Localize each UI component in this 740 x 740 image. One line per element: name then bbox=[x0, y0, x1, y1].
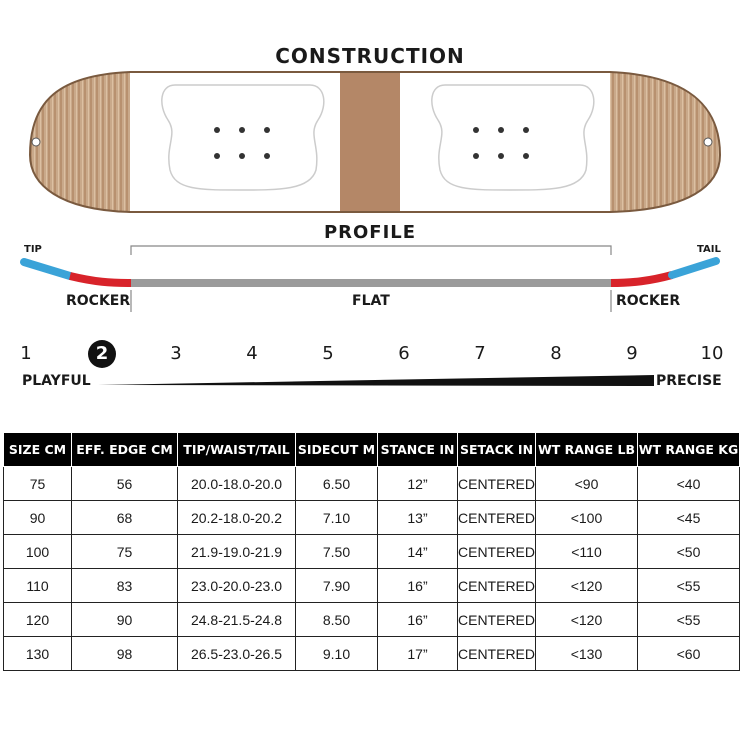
table-cell: 20.0-18.0-20.0 bbox=[178, 467, 296, 501]
scale-number-3: 3 bbox=[170, 343, 182, 364]
table-cell: 7.90 bbox=[296, 569, 378, 603]
column-header: WT RANGE KG bbox=[638, 433, 740, 467]
table-cell: 98 bbox=[72, 637, 178, 671]
column-header: EFF. EDGE CM bbox=[72, 433, 178, 467]
flex-scale bbox=[0, 335, 740, 395]
spec-table bbox=[3, 432, 740, 671]
table-cell: <110 bbox=[536, 535, 638, 569]
table-cell: 14” bbox=[378, 535, 458, 569]
table-cell: 100 bbox=[4, 535, 72, 569]
table-cell: CENTERED bbox=[458, 637, 536, 671]
scale-number-7: 7 bbox=[474, 343, 486, 364]
column-header: WT RANGE LB bbox=[536, 433, 638, 467]
table-row bbox=[4, 603, 740, 637]
construction-title: CONSTRUCTION bbox=[275, 44, 465, 68]
table-cell: <55 bbox=[638, 603, 740, 637]
tip-segment bbox=[24, 262, 70, 276]
scale-number-9: 9 bbox=[626, 343, 638, 364]
tip-label: TIP bbox=[24, 244, 42, 255]
table-cell: CENTERED bbox=[458, 535, 536, 569]
table-cell: 23.0-20.0-23.0 bbox=[178, 569, 296, 603]
table-cell: CENTERED bbox=[458, 603, 536, 637]
left-rocker-label: ROCKER bbox=[66, 293, 131, 309]
table-cell: 17” bbox=[378, 637, 458, 671]
table-cell: 8.50 bbox=[296, 603, 378, 637]
table-cell: 26.5-23.0-26.5 bbox=[178, 637, 296, 671]
table-cell: 90 bbox=[4, 501, 72, 535]
column-header: SIDECUT M bbox=[296, 433, 378, 467]
table-cell: 21.9-19.0-21.9 bbox=[178, 535, 296, 569]
scale-number-8: 8 bbox=[550, 343, 562, 364]
table-cell: 24.8-21.5-24.8 bbox=[178, 603, 296, 637]
table-row bbox=[4, 569, 740, 603]
left-rocker-segment bbox=[70, 276, 131, 283]
table-cell: 16” bbox=[378, 603, 458, 637]
table-cell: 16” bbox=[378, 569, 458, 603]
column-header: TIP/WAIST/TAIL bbox=[178, 433, 296, 467]
tail-label: TAIL bbox=[697, 244, 721, 255]
table-row bbox=[4, 637, 740, 671]
table-row bbox=[4, 467, 740, 501]
table-cell: 7.50 bbox=[296, 535, 378, 569]
table-cell: 56 bbox=[72, 467, 178, 501]
table-cell: CENTERED bbox=[458, 467, 536, 501]
table-cell: <55 bbox=[638, 569, 740, 603]
playful-label: PLAYFUL bbox=[22, 373, 91, 389]
table-cell: <120 bbox=[536, 603, 638, 637]
column-header: SETACK IN bbox=[458, 433, 536, 467]
table-cell: 20.2-18.0-20.2 bbox=[178, 501, 296, 535]
scale-number-6: 6 bbox=[398, 343, 410, 364]
table-cell: <100 bbox=[536, 501, 638, 535]
table-cell: 12” bbox=[378, 467, 458, 501]
table-cell: 75 bbox=[72, 535, 178, 569]
flat-label: FLAT bbox=[352, 293, 390, 309]
right-rocker-segment bbox=[611, 275, 672, 283]
scale-number-10: 10 bbox=[700, 343, 724, 364]
scale-number-1: 1 bbox=[20, 343, 32, 364]
flat-segment bbox=[131, 279, 611, 287]
table-cell: <90 bbox=[536, 467, 638, 501]
table-cell: 130 bbox=[4, 637, 72, 671]
table-cell: <60 bbox=[638, 637, 740, 671]
table-cell: 68 bbox=[72, 501, 178, 535]
table-cell: 6.50 bbox=[296, 467, 378, 501]
scale-number-4: 4 bbox=[246, 343, 258, 364]
table-cell: 83 bbox=[72, 569, 178, 603]
table-cell: CENTERED bbox=[458, 569, 536, 603]
table-cell: <120 bbox=[536, 569, 638, 603]
table-cell: <40 bbox=[638, 467, 740, 501]
column-header: STANCE IN bbox=[378, 433, 458, 467]
profile-bracket-top bbox=[131, 246, 611, 255]
precise-label: PRECISE bbox=[656, 373, 722, 389]
table-cell: <130 bbox=[536, 637, 638, 671]
snowboard-construction-image bbox=[0, 60, 740, 220]
table-cell: 120 bbox=[4, 603, 72, 637]
scale-number-2-selected: 2 bbox=[88, 340, 116, 368]
table-cell: 90 bbox=[72, 603, 178, 637]
table-cell: CENTERED bbox=[458, 501, 536, 535]
table-header-row bbox=[4, 433, 740, 467]
table-cell: <45 bbox=[638, 501, 740, 535]
table-cell: 110 bbox=[4, 569, 72, 603]
table-cell: <50 bbox=[638, 535, 740, 569]
table-cell: 9.10 bbox=[296, 637, 378, 671]
profile-title: PROFILE bbox=[323, 222, 417, 243]
table-row bbox=[4, 535, 740, 569]
right-rocker-label: ROCKER bbox=[616, 293, 681, 309]
table-row bbox=[4, 501, 740, 535]
table-cell: 13” bbox=[378, 501, 458, 535]
tail-segment bbox=[672, 261, 716, 275]
table-cell: 7.10 bbox=[296, 501, 378, 535]
column-header: SIZE CM bbox=[4, 433, 72, 467]
scale-wedge bbox=[0, 335, 740, 395]
table-cell: 75 bbox=[4, 467, 72, 501]
scale-number-5: 5 bbox=[322, 343, 334, 364]
